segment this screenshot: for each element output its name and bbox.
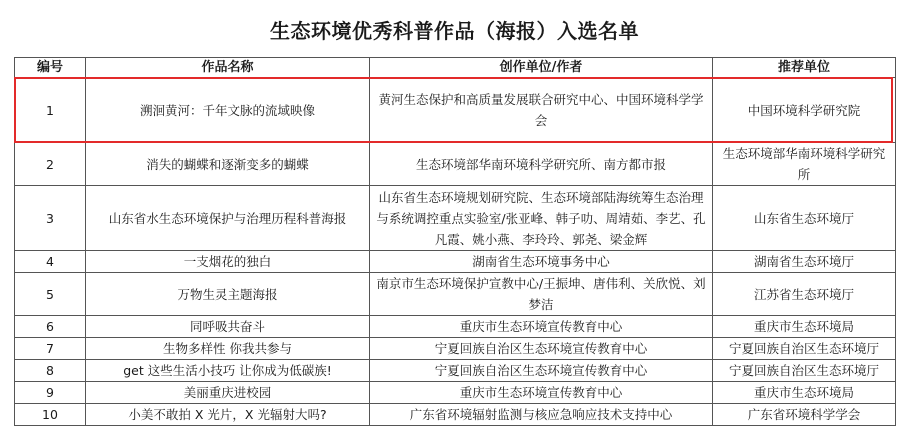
table-header-row bbox=[15, 58, 896, 78]
cell-recommender: 重庆市生态环境局 bbox=[713, 382, 896, 404]
cell-work-name: 一支烟花的独白 bbox=[86, 251, 370, 273]
header-number: 编号 bbox=[15, 58, 86, 78]
cell-recommender: 山东省生态环境厅 bbox=[713, 186, 896, 251]
cell-work-name: 小美不敢拍 X 光片，X 光辐射大吗? bbox=[86, 404, 370, 426]
cell-creator: 南京市生态环境保护宣教中心/王振坤、唐伟利、关欣悦、刘梦洁 bbox=[370, 273, 713, 316]
cell-work-name: get 这些生活小技巧 让你成为低碳族! bbox=[86, 360, 370, 382]
cell-recommender: 广东省环境科学学会 bbox=[713, 404, 896, 426]
cell-work-name: 山东省水生态环境保护与治理历程科普海报 bbox=[86, 186, 370, 251]
cell-work-name: 溯洄黄河：千年文脉的流域映像 bbox=[86, 78, 370, 143]
cell-number: 5 bbox=[15, 273, 86, 316]
table-row bbox=[15, 251, 896, 273]
cell-creator: 湖南省生态环境事务中心 bbox=[370, 251, 713, 273]
header-recommender: 推荐单位 bbox=[713, 58, 896, 78]
cell-creator: 宁夏回族自治区生态环境宣传教育中心 bbox=[370, 338, 713, 360]
page-title: 生态环境优秀科普作品（海报）入选名单 bbox=[270, 19, 639, 43]
cell-work-name: 美丽重庆进校园 bbox=[86, 382, 370, 404]
cell-work-name: 消失的蝴蝶和逐渐变多的蝴蝶 bbox=[86, 143, 370, 186]
cell-number: 10 bbox=[15, 404, 86, 426]
table-row bbox=[15, 360, 896, 382]
header-creator: 创作单位/作者 bbox=[370, 58, 713, 78]
cell-recommender: 宁夏回族自治区生态环境厅 bbox=[713, 338, 896, 360]
table-row bbox=[15, 338, 896, 360]
cell-creator: 宁夏回族自治区生态环境宣传教育中心 bbox=[370, 360, 713, 382]
table-row bbox=[15, 78, 896, 143]
cell-recommender: 宁夏回族自治区生态环境厅 bbox=[713, 360, 896, 382]
cell-work-name: 生物多样性 你我共参与 bbox=[86, 338, 370, 360]
selection-table bbox=[14, 57, 896, 426]
cell-work-name: 同呼吸共奋斗 bbox=[86, 316, 370, 338]
cell-creator: 生态环境部华南环境科学研究所、南方都市报 bbox=[370, 143, 713, 186]
cell-recommender: 中国环境科学研究院 bbox=[713, 78, 896, 143]
table-row bbox=[15, 316, 896, 338]
cell-number: 1 bbox=[15, 78, 86, 143]
cell-creator: 重庆市生态环境宣传教育中心 bbox=[370, 316, 713, 338]
table-row bbox=[15, 382, 896, 404]
cell-number: 9 bbox=[15, 382, 86, 404]
table-row bbox=[15, 186, 896, 251]
cell-creator: 重庆市生态环境宣传教育中心 bbox=[370, 382, 713, 404]
cell-recommender: 生态环境部华南环境科学研究所 bbox=[713, 143, 896, 186]
table-row bbox=[15, 273, 896, 316]
cell-creator: 山东省生态环境规划研究院、生态环境部陆海统筹生态治理与系统调控重点实验室/张亚峰、韩子叻、周靖茹、李艺、孔凡霞、姚小燕、李玲玲、郭尧、梁金辉 bbox=[370, 186, 713, 251]
cell-recommender: 重庆市生态环境局 bbox=[713, 316, 896, 338]
table-row bbox=[15, 143, 896, 186]
cell-work-name: 万物生灵主题海报 bbox=[86, 273, 370, 316]
table-row bbox=[15, 404, 896, 426]
cell-number: 4 bbox=[15, 251, 86, 273]
header-work-name: 作品名称 bbox=[86, 58, 370, 78]
cell-creator: 广东省环境辐射监测与核应急响应技术支持中心 bbox=[370, 404, 713, 426]
cell-number: 2 bbox=[15, 143, 86, 186]
cell-recommender: 江苏省生态环境厅 bbox=[713, 273, 896, 316]
cell-number: 8 bbox=[15, 360, 86, 382]
cell-recommender: 湖南省生态环境厅 bbox=[713, 251, 896, 273]
cell-number: 3 bbox=[15, 186, 86, 251]
cell-number: 6 bbox=[15, 316, 86, 338]
cell-creator: 黄河生态保护和高质量发展联合研究中心、中国环境科学学会 bbox=[370, 78, 713, 143]
cell-number: 7 bbox=[15, 338, 86, 360]
